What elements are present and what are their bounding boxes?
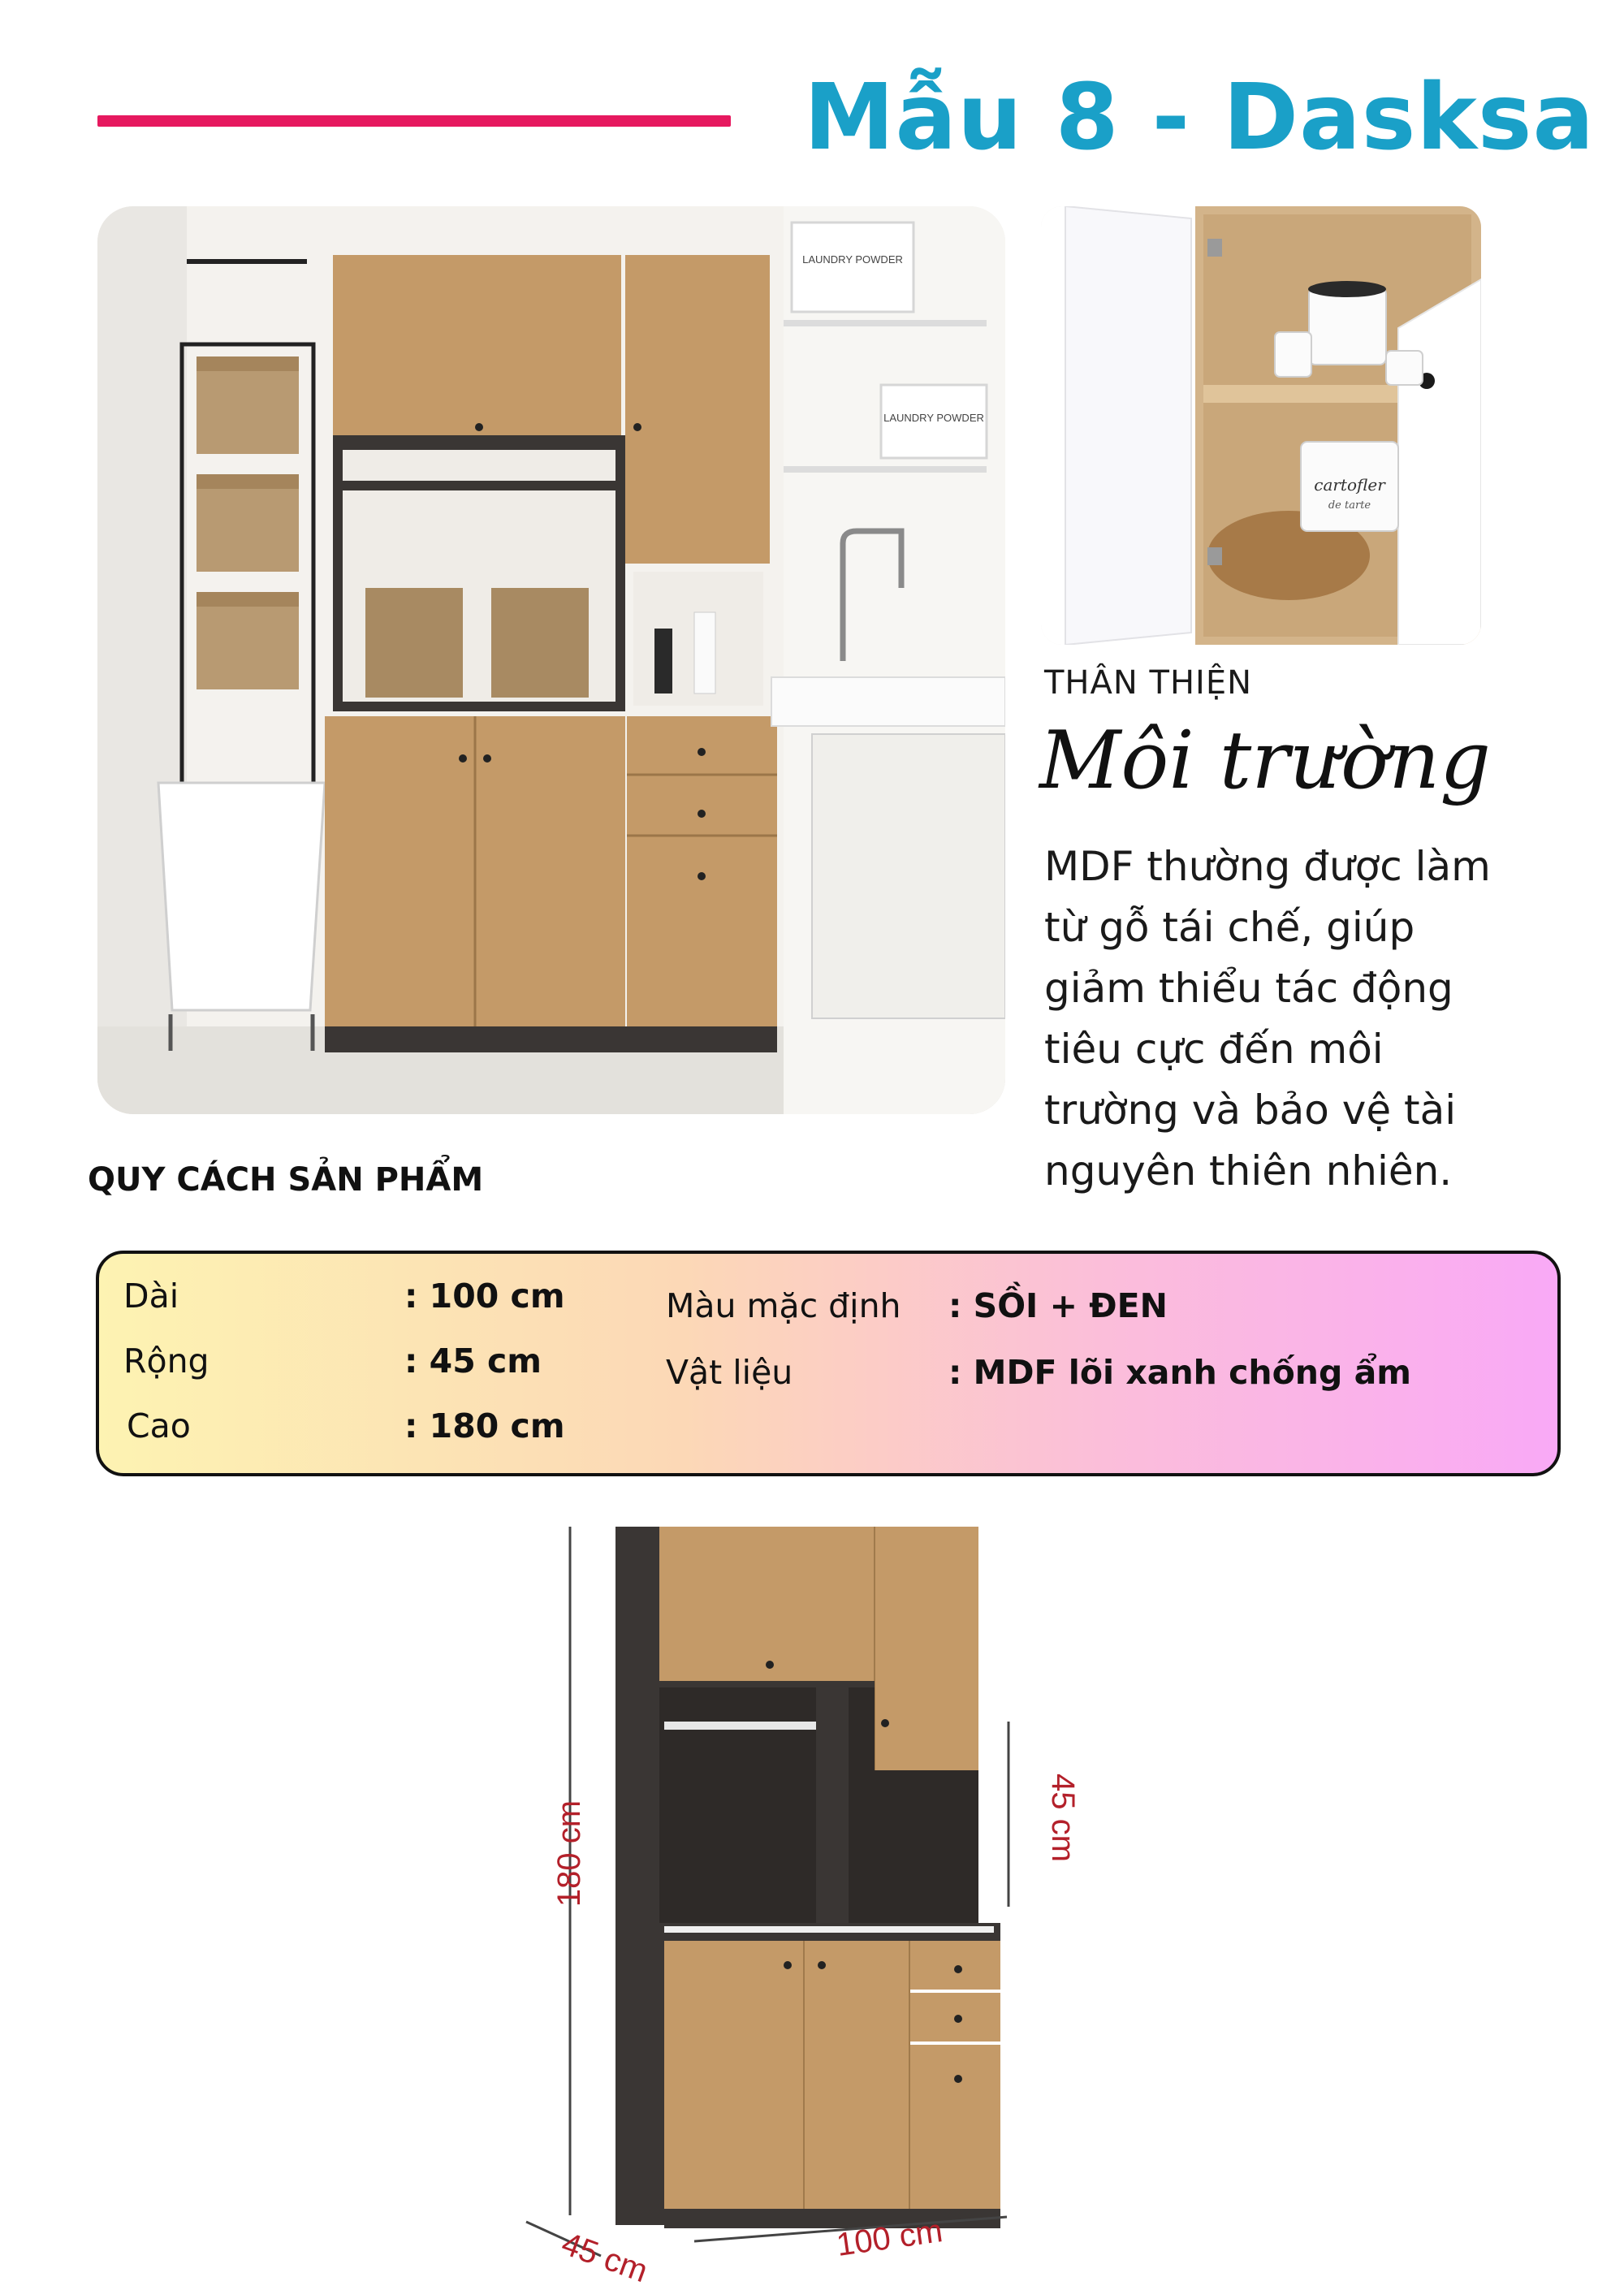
top-left-door bbox=[659, 1527, 875, 1681]
cabinet-dimension-drawing bbox=[520, 1510, 1104, 2274]
eco-line: MDF thường được làm bbox=[1044, 843, 1491, 890]
spec-box bbox=[96, 1251, 1561, 1476]
dimension-diagram bbox=[520, 1510, 1104, 2290]
main-product-photo bbox=[97, 206, 1005, 1114]
header-accent-line bbox=[97, 115, 731, 127]
width-dimension-label: 100 cm bbox=[834, 2213, 945, 2263]
canister-sublabel: de tarte bbox=[1328, 499, 1371, 512]
drawer-1 bbox=[909, 1941, 1000, 1990]
spec-color-label: Màu mặc định bbox=[666, 1286, 901, 1325]
laundry-room-illustration bbox=[97, 206, 1005, 1114]
eco-heading: Môi trường bbox=[1039, 715, 1492, 807]
laundry-label-lower: LAUNDRY POWDER bbox=[883, 412, 984, 424]
spec-length-label: Dài bbox=[123, 1277, 179, 1316]
eco-line: từ gỗ tái chế, giúp bbox=[1044, 904, 1415, 951]
spec-heading: QUY CÁCH SẢN PHẨM bbox=[88, 1161, 484, 1199]
eco-description bbox=[1044, 836, 1548, 1202]
eco-kicker: THÂN THIỆN bbox=[1044, 664, 1253, 702]
laundry-label-top: LAUNDRY POWDER bbox=[802, 253, 903, 266]
spec-height-label: Cao bbox=[127, 1406, 191, 1445]
spec-height-value: : 180 cm bbox=[404, 1406, 565, 1445]
eco-line: tiêu cực đến môi bbox=[1044, 1026, 1384, 1073]
spec-color-value: : SỒI + ĐEN bbox=[948, 1286, 1168, 1325]
eco-line: trường và bảo vệ tài bbox=[1044, 1087, 1457, 1134]
spec-width-label: Rộng bbox=[123, 1342, 209, 1380]
cabinet-interior-illustration bbox=[1041, 206, 1481, 645]
cabinet bbox=[325, 255, 777, 1052]
detail-photo bbox=[1041, 206, 1481, 645]
laundry-hamper bbox=[158, 783, 325, 1051]
bottom-mid-door bbox=[804, 1941, 909, 2209]
depth-dimension-label-bottom: 45 cm bbox=[556, 2225, 653, 2290]
spec-width-value: : 45 cm bbox=[404, 1342, 542, 1380]
depth-dimension-label-side: 45 cm bbox=[1044, 1774, 1081, 1862]
spec-material-label: Vật liệu bbox=[666, 1353, 793, 1392]
height-dimension-label: 180 cm bbox=[551, 1800, 588, 1908]
spec-material-value: : MDF lõi xanh chống ẩm bbox=[948, 1353, 1411, 1392]
spec-length-value: : 100 cm bbox=[404, 1277, 565, 1316]
page-title: Mẫu 8 - Dasksa bbox=[804, 65, 1596, 171]
bottom-left-door bbox=[664, 1941, 804, 2209]
top-right-door bbox=[875, 1527, 978, 1770]
canister-label: cartofler bbox=[1314, 475, 1385, 495]
eco-line: giảm thiểu tác động bbox=[1044, 965, 1453, 1012]
bottom-right-door bbox=[909, 2045, 1000, 2209]
eco-line: nguyên thiên nhiên. bbox=[1044, 1147, 1453, 1195]
